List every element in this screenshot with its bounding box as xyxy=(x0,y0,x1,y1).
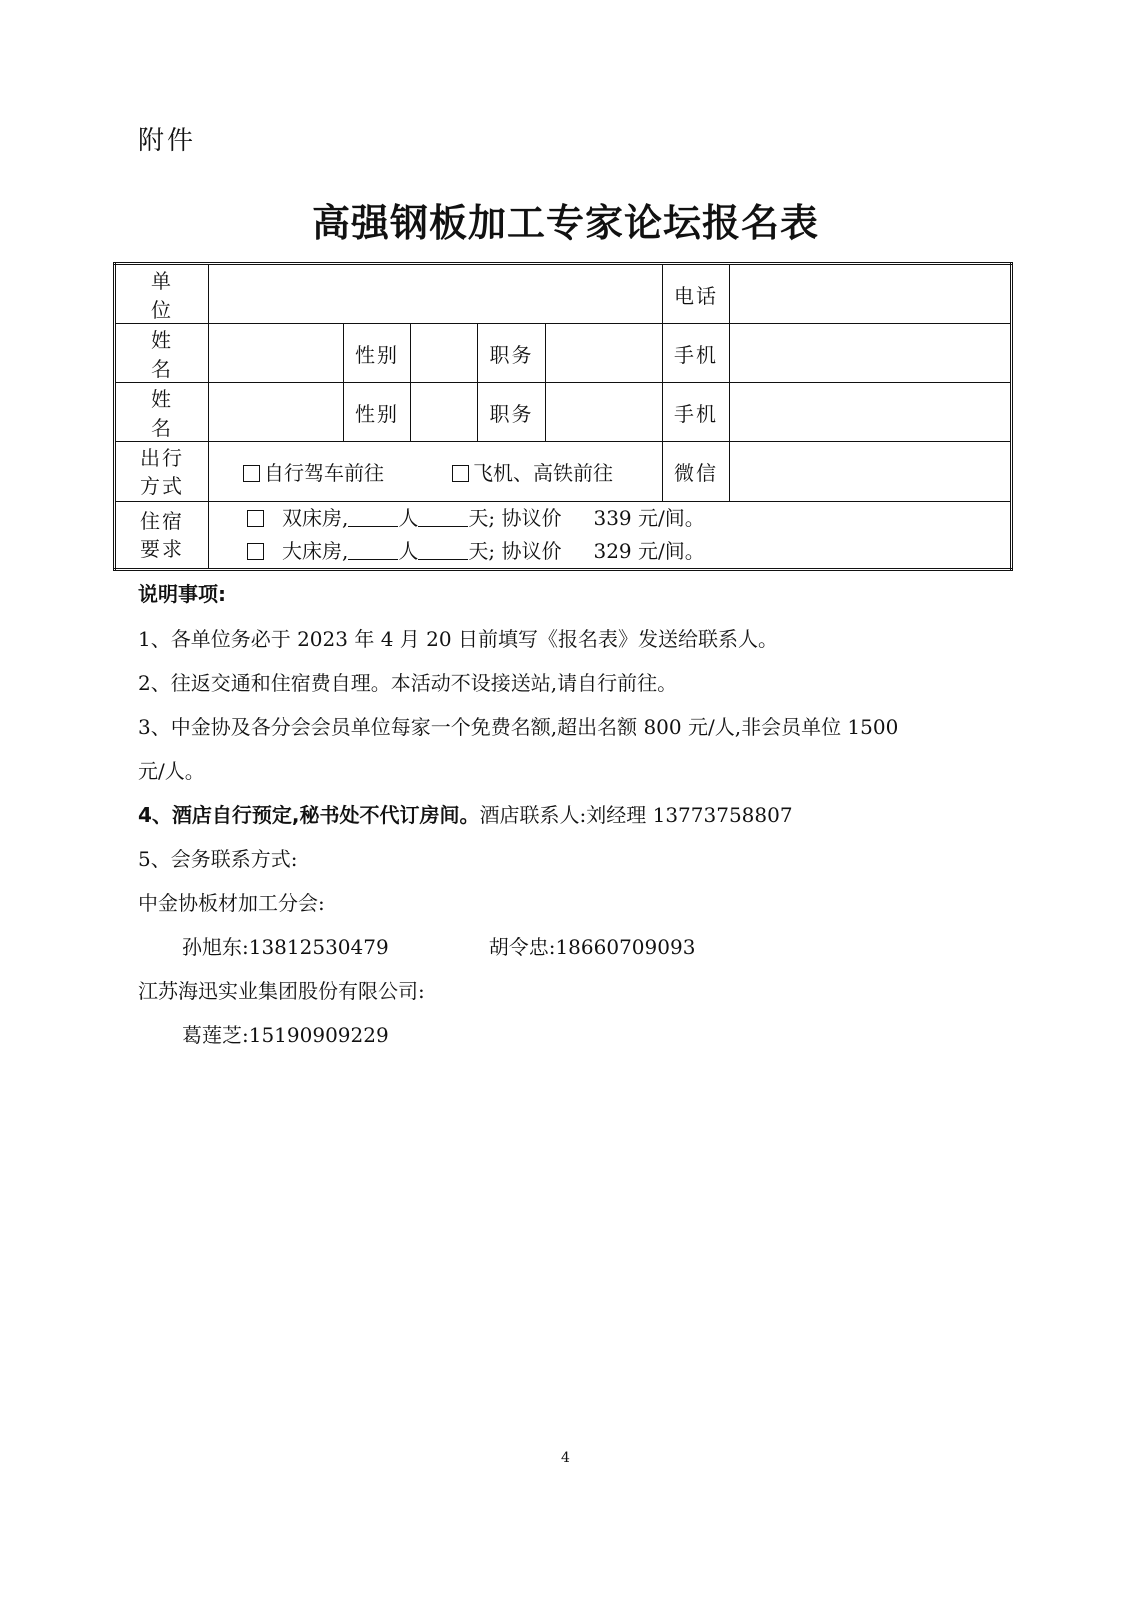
double-days-blank[interactable] xyxy=(418,541,468,560)
note-item-1: 1、各单位务必于 2023 年 4 月 20 日前填写《报名表》发送给联系人。 xyxy=(138,627,778,651)
double-room-line xyxy=(209,535,1010,568)
travel-label-line-1: 出行 xyxy=(140,445,184,470)
mobile-label-1: 手机 xyxy=(663,324,730,383)
twin-room-label: 双床房, xyxy=(282,506,349,530)
day-price-label: 天; 协议价 xyxy=(468,539,562,563)
wechat-field[interactable] xyxy=(730,442,1012,502)
travel-option-flight-rail[interactable]: 飞机、高铁前往 xyxy=(452,461,613,485)
double-persons-blank[interactable] xyxy=(348,541,398,560)
form-title: 高强钢板加工专家论坛报名表 xyxy=(311,201,819,245)
travel-options xyxy=(209,442,663,502)
note-item-4-bold: 4、酒店自行预定,秘书处不代订房间。 xyxy=(138,803,480,827)
row-lodging xyxy=(115,502,1012,570)
name-label-1: 姓 名 xyxy=(115,324,209,383)
position-field-2[interactable] xyxy=(546,383,663,442)
note-item-3a: 3、中金协及各分会会员单位每家一个免费名额,超出名额 800 元/人,非会员单位 1500 xyxy=(138,715,899,739)
note-item-2: 2、往返交通和住宿费自理。本活动不设接送站,请自行前往。 xyxy=(138,671,678,695)
gender-label-1: 性别 xyxy=(344,324,411,383)
gender-field-1[interactable] xyxy=(411,324,478,383)
travel-option-drive[interactable]: 自行驾车前往 xyxy=(243,461,384,485)
org-2: 江苏海迅实业集团股份有限公司: xyxy=(138,979,425,1003)
notes-section xyxy=(138,578,998,1057)
lodging-options xyxy=(209,502,1012,570)
org-1: 中金协板材加工分会: xyxy=(138,891,325,915)
name-field-1[interactable] xyxy=(209,324,344,383)
mobile-field-1[interactable] xyxy=(730,324,1012,383)
contact-3: 葛莲芝:15190909229 xyxy=(182,1023,389,1047)
twin-days-blank[interactable] xyxy=(418,508,468,527)
gender-label-2: 性别 xyxy=(344,383,411,442)
double-room-label: 大床房, xyxy=(282,539,349,563)
contact-2: 胡令忠:18660709093 xyxy=(488,935,696,959)
registration-form xyxy=(113,262,1013,571)
person-unit: 人 xyxy=(398,506,419,530)
double-price: 329 元/间。 xyxy=(593,539,705,563)
annex-label: 附件 xyxy=(138,126,197,156)
note-item-3b: 元/人。 xyxy=(138,759,205,783)
contact-1: 孙旭东:13812530479 xyxy=(182,935,389,959)
notes-heading: 说明事项: xyxy=(138,582,226,606)
row-unit xyxy=(115,264,1012,324)
travel-label xyxy=(115,442,209,502)
position-label-2: 职务 xyxy=(478,383,546,442)
mobile-field-2[interactable] xyxy=(730,383,1012,442)
lodging-label-line-1: 住宿 xyxy=(140,509,184,533)
checkbox-icon[interactable] xyxy=(452,465,469,482)
row-person-2 xyxy=(115,383,1012,442)
name-field-2[interactable] xyxy=(209,383,344,442)
position-field-1[interactable] xyxy=(546,324,663,383)
page-number: 4 xyxy=(561,1450,570,1466)
gender-field-2[interactable] xyxy=(411,383,478,442)
mobile-label-2: 手机 xyxy=(663,383,730,442)
unit-label: 单 位 xyxy=(115,264,209,324)
phone-field[interactable] xyxy=(730,264,1012,324)
position-label-1: 职务 xyxy=(478,324,546,383)
twin-room-line xyxy=(209,502,1010,535)
row-person-1 xyxy=(115,324,1012,383)
lodging-label-line-2: 要求 xyxy=(140,537,184,561)
checkbox-icon[interactable] xyxy=(247,543,264,560)
contacts-row-1 xyxy=(138,925,998,969)
row-travel xyxy=(115,442,1012,502)
phone-label: 电话 xyxy=(663,264,730,324)
twin-price: 339 元/间。 xyxy=(593,506,705,530)
note-item-4 xyxy=(138,793,998,837)
note-item-4-rest: 酒店联系人:刘经理 13773758807 xyxy=(479,803,793,827)
name-label-2: 姓 名 xyxy=(115,383,209,442)
wechat-label: 微信 xyxy=(663,442,730,502)
person-unit: 人 xyxy=(398,539,419,563)
checkbox-icon[interactable] xyxy=(243,465,260,482)
travel-label-line-2: 方式 xyxy=(140,473,184,498)
twin-persons-blank[interactable] xyxy=(348,508,398,527)
lodging-label xyxy=(115,502,209,570)
note-item-5: 5、会务联系方式: xyxy=(138,847,298,871)
day-price-label: 天; 协议价 xyxy=(468,506,562,530)
unit-field[interactable] xyxy=(209,264,663,324)
checkbox-icon[interactable] xyxy=(247,510,264,527)
